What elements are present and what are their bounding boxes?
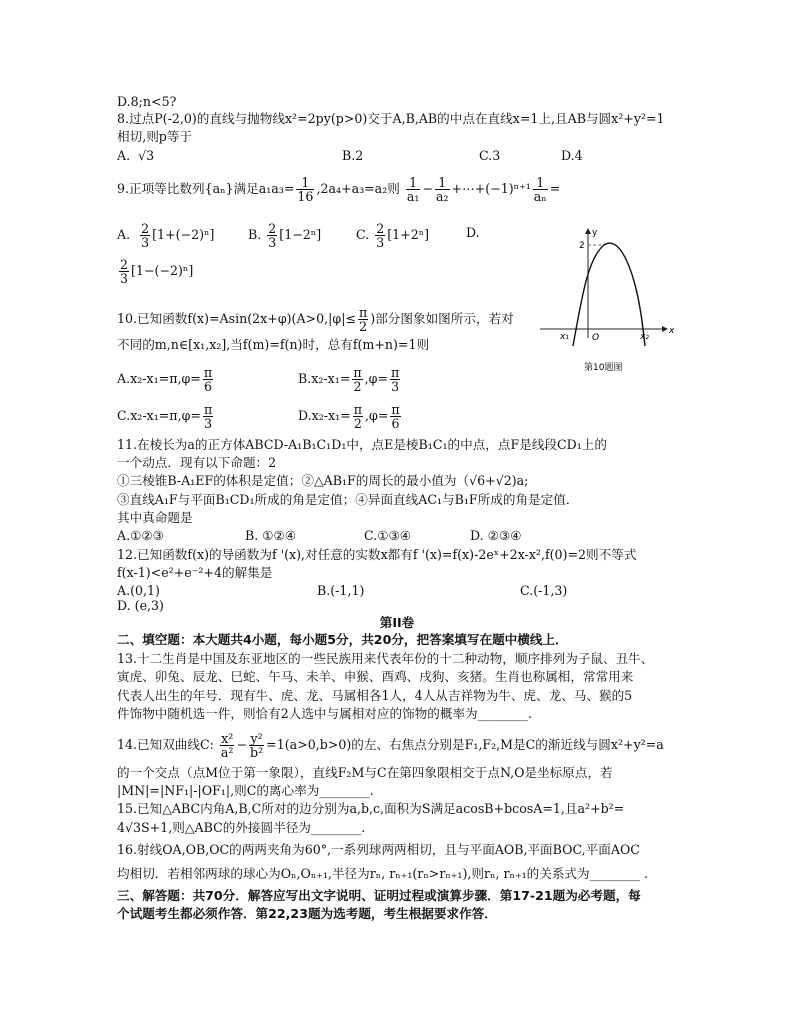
- q8-option-a-value: √3: [138, 148, 155, 163]
- q9-option-c: [356, 222, 429, 249]
- figure-caption: 第10题图: [584, 363, 623, 373]
- frac-den: 2: [359, 319, 368, 334]
- q9-term-n: [533, 176, 548, 203]
- x-axis-arrow-icon: [662, 326, 668, 332]
- frac-num: y²: [250, 731, 263, 746]
- q8-option-a: [117, 148, 154, 164]
- frac-num: 1: [296, 176, 314, 190]
- q9-term-1: [406, 176, 421, 203]
- text: B.x₂-x₁=: [298, 371, 351, 386]
- frac-num: π: [359, 305, 368, 320]
- q16-line1: 16.射线OA,OB,OC的两两夹角为60°,一系列球两两相切，且与平面AOB,平面BOC,平面AOC: [117, 842, 640, 857]
- q12-stem-line2: f(x-1)<e²+e⁻²+4的解集是: [117, 565, 273, 580]
- q10-figure: [540, 226, 680, 374]
- q8-stem-line2: 相切,则p等于: [117, 129, 193, 144]
- q12-option-c: C.(-1,3): [520, 583, 568, 598]
- option-label: C.: [356, 227, 370, 242]
- q9-stem-text: 9.正项等比数列{aₙ}满足a₁a₃=: [117, 181, 295, 196]
- q8-option-a-label: A.: [117, 148, 131, 163]
- option-expr: [1+2ⁿ]: [387, 227, 430, 242]
- frac-den: 3: [268, 235, 277, 250]
- q13-line2: 寅虎、卯兔、辰龙、巳蛇、午马、未羊、申猴、酉鸡、戌狗、亥猪。生肖也称属相，常常用来: [117, 669, 634, 684]
- q12-stem-line1: 12.已知函数f(x)的导函数为f '(x),对任意的实数x都有f '(x)=f(x)-2eˣ+2x-x²,f(0)=2则不等式: [117, 547, 637, 562]
- text: A.x₂-x₁=π,φ=: [117, 371, 201, 386]
- frac-den: a₁: [406, 189, 420, 204]
- q8-stem-line1: 8.过点P(-2,0)的直线与抛物线x²=2py(p>0)交于A,B,AB的中点在直线x=1上,且AB与圆x²+y²=1: [117, 111, 665, 126]
- frac-den: 3: [120, 271, 129, 286]
- frac-num: 1: [435, 176, 450, 190]
- frac-den: 2: [353, 416, 362, 431]
- frac: [353, 403, 363, 430]
- q11-stem-line2: 一个动点．现有以下命题：2: [117, 455, 277, 470]
- q9-option-d: [117, 258, 193, 285]
- q10-option-b: [298, 366, 402, 393]
- text: 10.已知函数f(x)=Asin(2x+φ)(A>0,|φ|≤: [117, 311, 356, 326]
- q13-line3: 代表人出生的年号．现有牛、虎、龙、马属相各1人，4人从吉祥物为牛、虎、龙、马、猴的5: [117, 688, 633, 703]
- q9-frac-1-16: [296, 176, 314, 203]
- frac: [352, 366, 362, 393]
- y-axis-label: y: [592, 228, 598, 238]
- frac-num: π: [391, 402, 400, 417]
- frac-num: π: [353, 402, 363, 417]
- frac-num: 2: [376, 221, 385, 236]
- frac: [203, 366, 213, 393]
- q10-stem-line2: 不同的m,n∈[x₁,x₂],当f(m)=f(n)时，总有f(m+n)=1则: [117, 337, 430, 352]
- frac-den: 3: [141, 235, 150, 250]
- frac-den: 6: [391, 416, 400, 431]
- q9-frac-2-3: [375, 222, 385, 249]
- frac-num: 1: [406, 176, 421, 190]
- q13-line4: 件饰物中随机选一件，则恰有2人选中与属相对应的饰物的概率为________.: [117, 706, 533, 721]
- frac-den: 3: [376, 235, 385, 250]
- q10-option-d: [298, 403, 403, 430]
- q9-minus: −: [422, 181, 433, 196]
- y-axis-arrow-icon: [585, 228, 591, 234]
- frac-den: 6: [203, 379, 212, 394]
- q9-frac-2-3: [140, 222, 150, 249]
- text: 14.已知双曲线C:: [117, 737, 214, 752]
- frac-den: a₂: [435, 189, 449, 204]
- q9-frac-2-3: [267, 222, 277, 249]
- q15-line1: 15.已知△ABC内角A,B,C所对的边分别为a,b,c,面积为S满足acosB+bcosA=1,且a²+b²=: [117, 801, 625, 816]
- frac-num: 2: [120, 257, 129, 272]
- q11-question: 其中真命题是: [117, 510, 193, 525]
- q9-option-d-label: D.: [466, 225, 480, 240]
- text: =1(a>0,b>0)的左、右焦点分别是F₁,F₂,M是C的渐近线与圆x²+y²=a: [266, 737, 664, 752]
- text: ,φ=: [364, 371, 389, 386]
- q14-line3: |MN|=|NF₁|-|OF₁|,则C的离心率为________.: [117, 783, 374, 798]
- option-expr: [1−(−2)ⁿ]: [131, 263, 194, 278]
- text: D.x₂-x₁=: [298, 408, 351, 423]
- frac: [249, 732, 264, 759]
- q11-option-b: B. ①②④: [245, 528, 297, 543]
- q10-frac-pi-2: [358, 306, 368, 333]
- q10-option-c: [117, 403, 215, 430]
- q9-dots: +⋯+(−1)ⁿ⁺¹: [451, 181, 531, 196]
- frac-num: π: [391, 365, 400, 380]
- q9-term-2: [435, 176, 450, 203]
- frac-num: π: [203, 402, 213, 417]
- q9-option-b: [248, 222, 321, 249]
- q11-option-a: A.①②③: [117, 528, 164, 543]
- q14-line2: 的一个交点（点M位于第一象限），直线F₂M与C在第四象限相交于点N,O是坐标原点，若: [117, 765, 613, 780]
- frac: [203, 403, 213, 430]
- q8-option-d: D.4: [561, 148, 583, 163]
- option-label: A.: [117, 227, 131, 242]
- text: )部分图象如图所示，若对: [370, 311, 514, 326]
- frac: [390, 366, 400, 393]
- q9-frac-2-3: [119, 258, 129, 285]
- frac-den: a²: [220, 745, 234, 760]
- q16-line2: 均相切．若相邻两球的球心为Oₙ,Oₙ₊₁,半径为rₙ, rₙ₊₁(rₙ>rₙ₊₁),则rₙ, rₙ₊₁的关系式为________ .: [117, 866, 648, 881]
- q9-stem: [117, 176, 560, 203]
- frac-num: 2: [141, 221, 150, 236]
- part2-title: 第II卷: [379, 615, 415, 630]
- section2-heading: 二、填空题：本大题共4小题，每小题5分，共20分，把答案填写在题中横线上．: [117, 632, 568, 647]
- q8-option-b: B.2: [342, 148, 364, 163]
- option-expr: [1−2ⁿ]: [279, 227, 322, 242]
- q9-stem-mid: ,2a₄+a₃=a₂则: [316, 181, 400, 196]
- q11-option-d: D. ②③④: [470, 528, 522, 543]
- frac-num: 1: [533, 176, 548, 190]
- x1-label: x₁: [560, 332, 569, 342]
- x2-label: x₂: [640, 332, 649, 342]
- frac-num: x²: [221, 731, 234, 746]
- frac-den: aₙ: [533, 189, 547, 204]
- q9-option-a: [117, 222, 214, 249]
- sine-curve: [573, 243, 645, 346]
- y-tick-2: 2: [579, 241, 585, 251]
- frac-den: 3: [204, 416, 213, 431]
- frac-num: π: [203, 365, 213, 380]
- q12-option-a: A.(0,1): [117, 583, 160, 598]
- option-expr: [1+(−2)ⁿ]: [152, 227, 215, 242]
- frac: [390, 403, 400, 430]
- q12-option-d: D. (e,3): [117, 598, 164, 613]
- frac-num: 2: [268, 221, 277, 236]
- q8-option-c: C.3: [479, 148, 501, 163]
- frac: [220, 732, 235, 759]
- text: ,φ=: [365, 408, 389, 423]
- origin-label: O: [592, 333, 600, 343]
- q13-line1: 13.十二生肖是中国及东亚地区的一些民族用来代表年份的十二种动物，顺序排列为子鼠、丑牛、: [117, 651, 654, 666]
- q10-option-a: [117, 366, 215, 393]
- q11-statement-1-2: ①三棱锥B-A₁EF的体积是定值；②△AB₁F的周长的最小值为（√6+√2)a;: [117, 473, 529, 488]
- section3-line2: 个试题考生都必须作答．第22,23题为选考题，考生根据要求作答．: [117, 906, 497, 921]
- frac-num: π: [353, 365, 362, 380]
- option-label: B.: [248, 227, 262, 242]
- text: −: [236, 737, 248, 752]
- x-axis-label: x: [669, 326, 675, 336]
- q10-stem-line1: [117, 306, 514, 333]
- q11-option-c: C.①③④: [364, 528, 412, 543]
- text: C.x₂-x₁=π,φ=: [117, 408, 201, 423]
- frac-den: 3: [391, 379, 400, 394]
- q11-stem-line1: 11.在棱长为a的正方体ABCD-A₁B₁C₁D₁中，点E是棱B₁C₁的中点，点F是线段CD₁上的: [117, 437, 607, 452]
- q7-option-d: D.8;n<5?: [117, 94, 177, 109]
- q12-option-b: B.(-1,1): [317, 583, 365, 598]
- q11-statement-3-4: ③直线A₁F与平面B₁CD₁所成的角是定值；④异面直线AC₁与B₁F所成的角是定值．: [117, 492, 579, 507]
- q15-line2: 4√3S+1,则△ABC的外接圆半径为________.: [117, 820, 366, 835]
- section3-line1: 三、解答题：共70分．解答应写出文字说明、证明过程或演算步骤．第17-21题为必考题，每: [117, 888, 641, 903]
- frac-den: 16: [297, 189, 314, 204]
- frac-den: 2: [353, 379, 362, 394]
- frac-den: b²: [250, 745, 264, 760]
- q9-equals: =: [549, 181, 561, 196]
- q14-line1: [117, 732, 664, 759]
